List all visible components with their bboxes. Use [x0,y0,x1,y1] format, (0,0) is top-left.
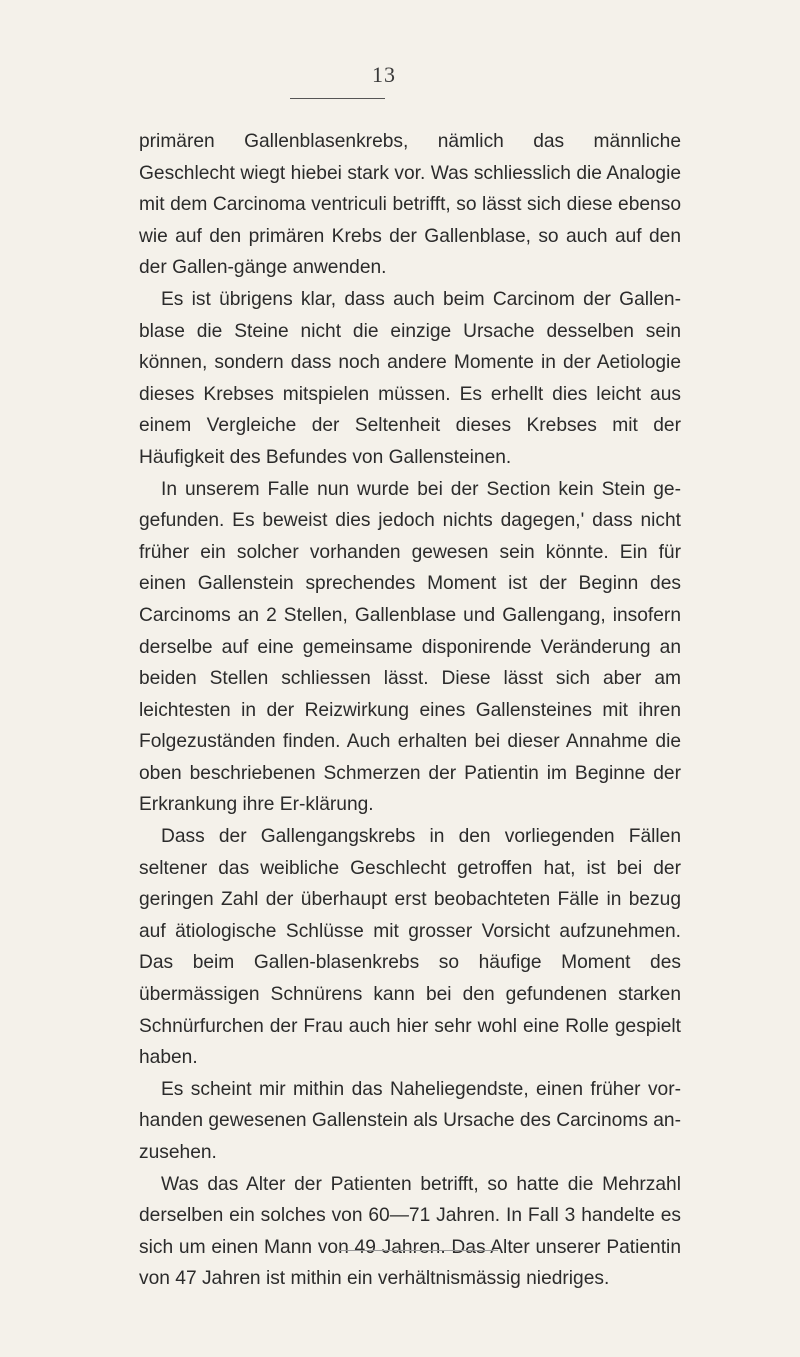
paragraph-3: In unserem Falle nun wurde bei der Section kein Stein ge-gefunden. Es beweist dies jedoch nichts dagegen,' dass nicht früher ein solcher vorhanden gewesen sein könnte. Ein für einen Gallenstein sprechendes Moment ist der Beginn des Carcinoms an 2 Stellen, Gallenblase und Gallengang, insofern derselbe auf eine gemeinsame disponirende Veränderung an beiden Stellen schliessen lässt. Diese lässt sich aber am leichtesten in der Reizwirkung eines Gallensteines mit ihren Folgezuständen finden. Auch erhalten bei dieser Annahme die oben beschriebenen Schmerzen der Patientin im Beginne der Erkrankung ihre Er-klärung. [139,478,681,816]
header-rule [290,98,385,99]
footer-rule [338,1250,498,1251]
paragraph-4: Dass der Gallengangskrebs in den vorliegenden Fällen seltener das weibliche Geschlecht getroffen hat, ist bei der geringen Zahl der überhaupt erst beobachteten Fälle in bezug auf ätiologische Schlüsse mit grosser Vorsicht aufzunehmen. Das beim Gallen-blasenkrebs so häufige Moment des übermässigen Schnürens kann bei den gefundenen starken Schnürfurchen der Frau auch hier sehr wohl eine Rolle gespielt haben. [139,826,681,1069]
page-number: 13 [372,62,396,87]
paragraph-5: Es scheint mir mithin das Naheliegendste, einen früher vor-handen gewesenen Gallenstein als Ursache des Carcinoms an-zusehen. [139,1078,681,1163]
paragraph-6: Was das Alter der Patienten betrifft, so hatte die Mehrzahl derselben ein solches von 60—71 Jahren. In Fall 3 handelte es sich um einen Mann von 49 Jahren. Das Alter unserer Patientin von 47 Jahren ist mithin ein verhältnismässig niedriges. [139,1173,681,1290]
paragraph-1: primären Gallenblasenkrebs, nämlich das männliche Geschlecht wiegt hiebei stark vor. Was schliesslich die Analogie mit dem Carcinoma ventriculi betrifft, so lässt sich diese ebenso wie auf den primären Krebs der Gallenblase, so auch auf den der Gallen-gänge anwenden. [139,131,681,279]
paragraph-2: Es ist übrigens klar, dass auch beim Carcinom der Gallen-blase die Steine nicht die einzige Ursache desselben sein können, sondern dass noch andere Momente in der Aetiologie dieses Krebses mitspielen müssen. Es erhellt dies leicht aus einem Vergleiche der Seltenheit dieses Krebses mit der Häufigkeit des Befundes von Gallensteinen. [139,288,681,468]
body-text [139,126,681,1295]
